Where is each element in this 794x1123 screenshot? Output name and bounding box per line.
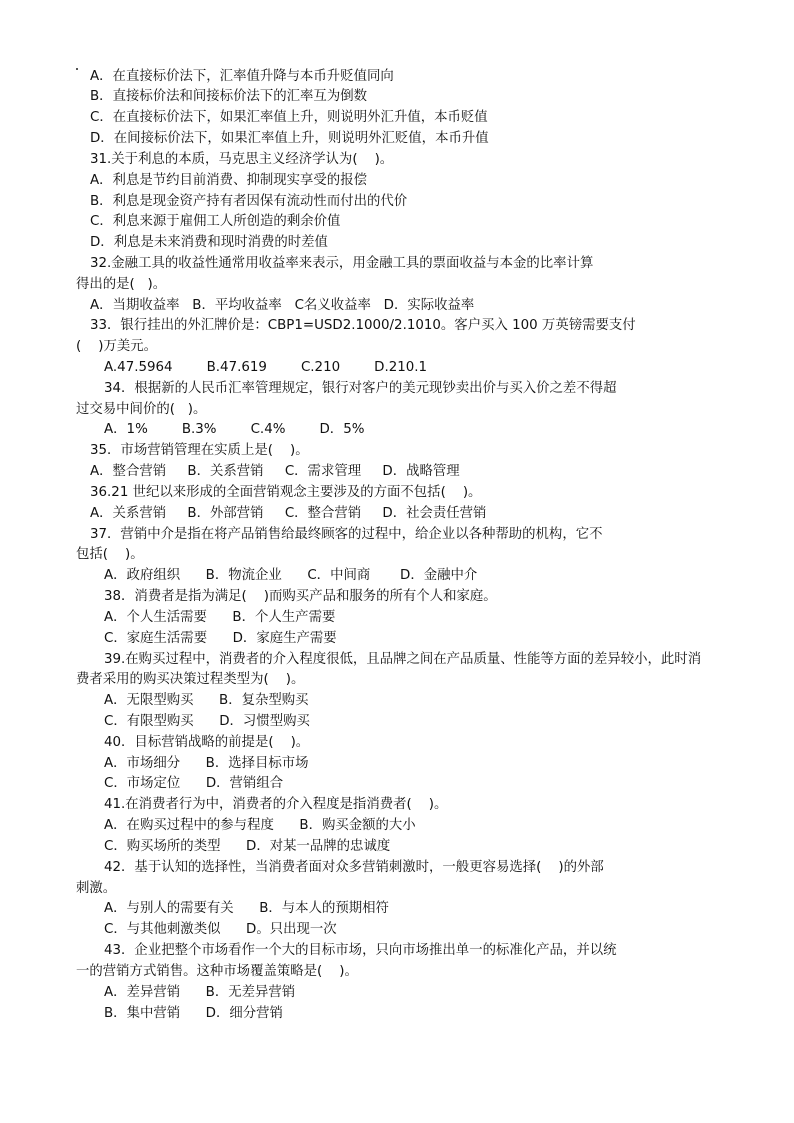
text-line: A．在直接标价法下，汇率值升降与本币升贬值同向 — [90, 69, 394, 84]
text-line: 刺激。 — [76, 881, 117, 896]
text-line: 37．营销中介是指在将产品销售给最终顾客的过程中，给企业以各种帮助的机构，它不 — [90, 527, 603, 542]
text-line: 33．银行挂出的外汇牌价是：CBP1=USD2.1000/2.1010。客户买入 100 万英镑需要支付 — [90, 318, 636, 333]
text-line: 费者采用的购买决策过程类型为( )。 — [76, 672, 305, 687]
text-line: 包括( )。 — [76, 547, 144, 562]
text-line: A．市场细分 B．选择目标市场 — [104, 756, 309, 771]
text-line: 32.金融工具的收益性通常用收益率来表示，用金融工具的票面收益与本金的比率计算 — [90, 256, 594, 271]
text-line: ( )万美元。 — [76, 339, 158, 354]
text-line: A．政府组织 B．物流企业 C．中间商 D．金融中介 — [104, 568, 478, 583]
text-line: 42．基于认知的选择性，当消费者面对众多营销刺激时，一般更容易选择( )的外部 — [104, 860, 604, 875]
text-line: A．无限型购买 B．复杂型购买 — [104, 693, 309, 708]
text-line: 40．目标营销战略的前提是( )。 — [104, 735, 310, 750]
text-line: C．在直接标价法下，如果汇率值上升，则说明外汇升值，本币贬值 — [90, 110, 488, 125]
text-line: B．直接标价法和间接标价法下的汇率互为倒数 — [90, 89, 367, 104]
text-line: A.47.5964 B.47.619 C.210 D.210.1 — [104, 360, 428, 375]
text-line: B．集中营销 D．细分营销 — [104, 1006, 283, 1021]
text-line: 一的营销方式销售。这种市场覆盖策略是( )。 — [76, 964, 358, 979]
text-line: C．有限型购买 D．习惯型购买 — [104, 714, 310, 729]
text-line: C．与其他刺激类似 D。只出现一次 — [104, 922, 337, 937]
text-line: A．关系营销 B．外部营销 C．整合营销 D．社会责任营销 — [90, 506, 487, 521]
text-line: A．与别人的需要有关 B．与本人的预期相符 — [104, 901, 389, 916]
text-line: C．市场定位 D．营销组合 — [104, 776, 284, 791]
text-line: 35．市场营销管理在实质上是( )。 — [90, 443, 309, 458]
text-line: 43．企业把整个市场看作一个大的目标市场，只向市场推出单一的标准化产品，并以统 — [104, 943, 617, 958]
text-line: C．家庭生活需要 D．家庭生产需要 — [104, 631, 337, 646]
text-line: 39.在购买过程中，消费者的介入程度很低，且品牌之间在产品质量、性能等方面的差异较小，此时消 — [104, 652, 702, 667]
text-line: 36.21 世纪以来形成的全面营销观念主要涉及的方面不包括( )。 — [90, 485, 482, 500]
text-line: A．利息是节约目前消费、抑制现实享受的报偿 — [90, 173, 367, 188]
text-line: A．在购买过程中的参与程度 B．购买金额的大小 — [104, 818, 416, 833]
page-mark — [76, 68, 78, 70]
text-line: A．整合营销 B．关系营销 C．需求管理 D．战略管理 — [90, 464, 460, 479]
text-line: 过交易中间价的( )。 — [76, 402, 207, 417]
text-line: 41.在消费者行为中，消费者的介入程度是指消费者( )。 — [104, 797, 448, 812]
text-line: D．在间接标价法下，如果汇率值上升，则说明外汇贬值，本币升值 — [90, 131, 489, 146]
text-line: A．1% B.3% C.4% D．5% — [104, 422, 365, 437]
text-line: 得出的是( )。 — [76, 277, 167, 292]
text-line: B．利息是现金资产持有者因保有流动性而付出的代价 — [90, 194, 408, 209]
text-line: C．购买场所的类型 D．对某一品牌的忠诚度 — [104, 839, 391, 854]
text-line: D．利息是未来消费和现时消费的时差值 — [90, 235, 328, 250]
text-line: 34．根据新的人民币汇率管理规定，银行对客户的美元现钞卖出价与买入价之差不得超 — [104, 381, 617, 396]
text-line: 38．消费者是指为满足( )而购买产品和服务的所有个人和家庭。 — [104, 589, 497, 604]
text-line: 31.关于利息的本质，马克思主义经济学认为( )。 — [90, 152, 394, 167]
text-line: A．差异营销 B．无差异营销 — [104, 985, 296, 1000]
text-line: A．个人生活需要 B．个人生产需要 — [104, 610, 336, 625]
text-line: C．利息来源于雇佣工人所创造的剩余价值 — [90, 214, 341, 229]
text-line: A．当期收益率 B．平均收益率 C名义收益率 D．实际收益率 — [90, 298, 475, 313]
